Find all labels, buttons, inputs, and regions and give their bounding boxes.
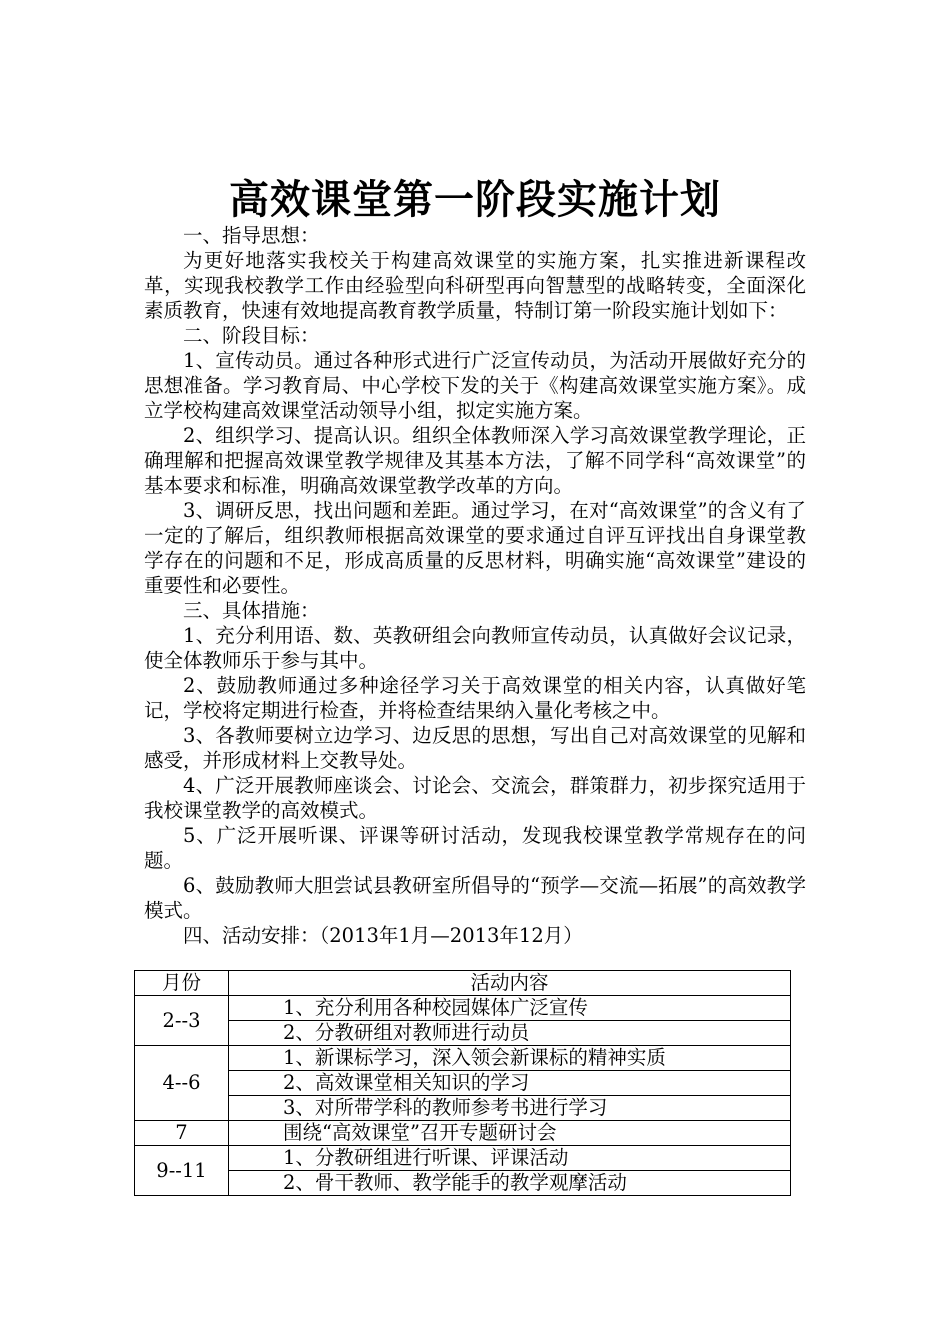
table-header-row: [135, 971, 791, 996]
paragraph: 1、宣传动员。通过各种形式进行广泛宣传动员，为活动开展做好充分的思想准备。学习教育局、中心学校下发的关于《构建高效课堂实施方案》。成立学校构建高效课堂活动领导小组，拟定实施方案。: [144, 349, 806, 422]
table-row: [135, 1146, 791, 1171]
paragraph: 3、调研反思，找出问题和差距。通过学习，在对“高效课堂”的含义有了一定的了解后，组织教师根据高效课堂的要求通过自评互评找出自身课堂教学存在的问题和不足，形成高质量的反思材料，明确实施“高效课堂”建设的重要性和必要性。: [144, 499, 806, 597]
activity-cell: 2、分教研组对教师进行动员: [229, 1021, 791, 1046]
activity-schedule-table: [134, 970, 791, 1196]
paragraph: 6、鼓励教师大胆尝试县教研室所倡导的“预学—交流—拓展”的高效教学模式。: [144, 874, 806, 922]
month-cell: 9--11: [135, 1146, 229, 1196]
paragraph: 3、各教师要树立边学习、边反思的思想，写出自己对高效课堂的见解和感受，并形成材料上交教导处。: [144, 724, 806, 772]
paragraph: 2、组织学习、提高认识。组织全体教师深入学习高效课堂教学理论，正确理解和把握高效课堂教学规律及其基本方法，了解不同学科“高效课堂”的基本要求和标准，明确高效课堂教学改革的方向。: [144, 424, 806, 497]
paragraph: 5、广泛开展听课、评课等研讨活动，发现我校课堂教学常规存在的问题。: [144, 824, 806, 872]
activity-cell: 1、充分利用各种校园媒体广泛宣传: [229, 996, 791, 1021]
section-heading-3: 三、具体措施：: [183, 599, 320, 622]
table-row: [135, 1171, 791, 1196]
header-content: 活动内容: [229, 971, 791, 996]
table-row: [135, 1046, 791, 1071]
activity-cell: 2、高效课堂相关知识的学习: [229, 1071, 791, 1096]
activity-cell: 围绕“高效课堂”召开专题研讨会: [229, 1121, 791, 1146]
section-heading-4: 四、活动安排：（2013年1月—2013年12月）: [183, 924, 583, 947]
table-row: [135, 1096, 791, 1121]
document-body: [144, 223, 806, 948]
page-title: 高效课堂第一阶段实施计划: [229, 177, 721, 223]
activity-cell: 3、对所带学科的教师参考书进行学习: [229, 1096, 791, 1121]
paragraph: 4、广泛开展教师座谈会、讨论会、交流会，群策群力，初步探究适用于我校课堂教学的高效模式。: [144, 774, 806, 822]
table-row: [135, 1021, 791, 1046]
activity-cell: 2、骨干教师、教学能手的教学观摩活动: [229, 1171, 791, 1196]
table-row: [135, 1071, 791, 1096]
month-cell: 7: [135, 1121, 229, 1146]
paragraph: 2、鼓励教师通过多种途径学习关于高效课堂的相关内容，认真做好笔记，学校将定期进行检查，并将检查结果纳入量化考核之中。: [144, 674, 806, 722]
activity-cell: 1、新课标学习，深入领会新课标的精神实质: [229, 1046, 791, 1071]
paragraph: 为更好地落实我校关于构建高效课堂的实施方案，扎实推进新课程改革，实现我校教学工作由经验型向科研型再向智慧型的战略转变，全面深化素质教育，快速有效地提高教育教学质量，特制订第一阶段实施计划如下：: [144, 249, 806, 322]
activity-cell: 1、分教研组进行听课、评课活动: [229, 1146, 791, 1171]
section-heading-1: 一、指导思想：: [183, 224, 320, 247]
table-row: [135, 1121, 791, 1146]
month-cell: 2--3: [135, 996, 229, 1046]
month-cell: 4--6: [135, 1046, 229, 1121]
section-heading-2: 二、阶段目标：: [183, 324, 320, 347]
table-row: [135, 996, 791, 1021]
header-month: 月份: [135, 971, 229, 996]
paragraph: 1、充分利用语、数、英教研组会向教师宣传动员，认真做好会议记录，使全体教师乐于参与其中。: [144, 624, 806, 672]
